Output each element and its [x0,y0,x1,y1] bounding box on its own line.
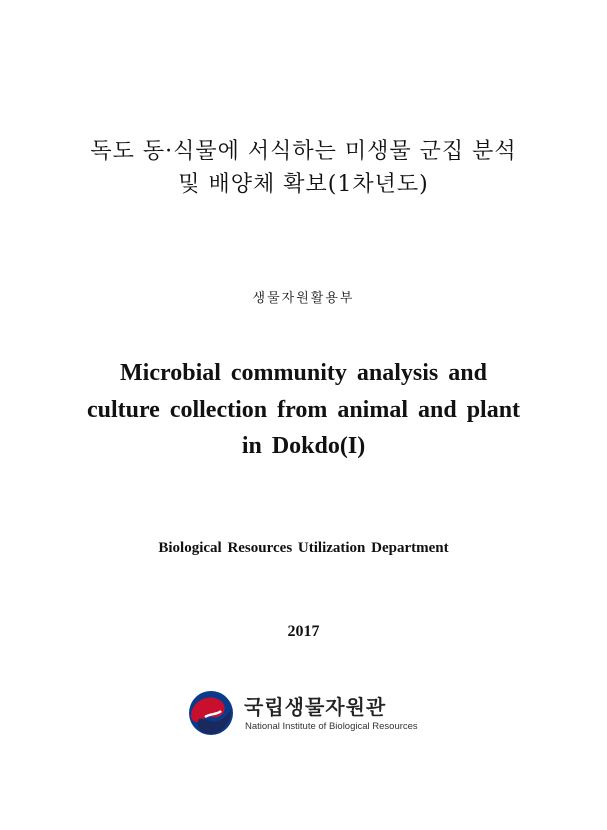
korean-title-line-1: 독도 동·식물에 서식하는 미생물 군집 분석 [90,139,517,164]
logo-english-name: National Institute of Biological Resources [245,721,418,732]
taegeuk-emblem-icon [187,689,235,737]
korean-department: 생물자원활용부 [252,291,355,306]
institute-logo [187,689,427,739]
english-department: Biological Resources Utilization Department [158,540,449,556]
publication-year: 2017 [287,623,320,640]
english-title-line-1: Microbial community analysis and [120,360,487,386]
korean-title-line-2: 및 배양체 확보(1차년도) [178,172,429,197]
logo-korean-name: 국립생물자원관 [244,695,387,719]
english-title-line-2: culture collection from animal and plant [86,397,521,423]
english-title-line-3: in Dokdo(I) [241,433,366,459]
